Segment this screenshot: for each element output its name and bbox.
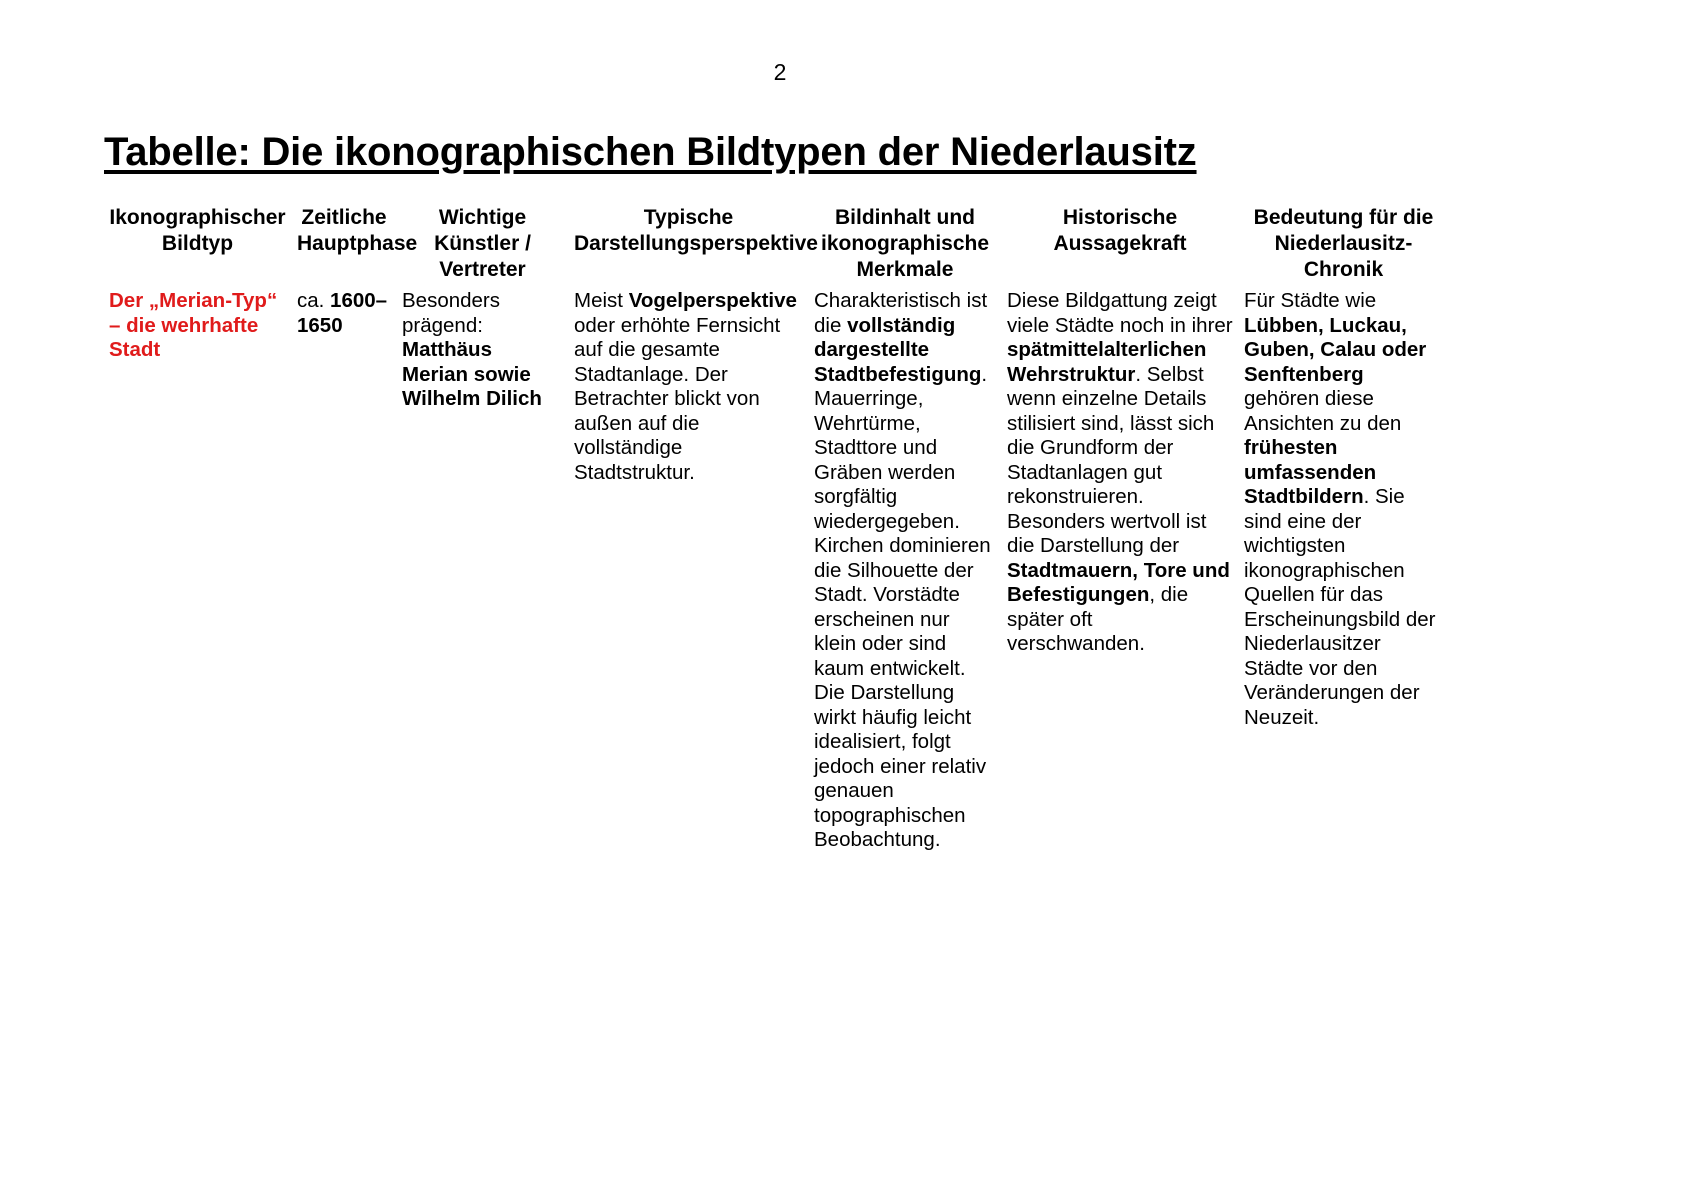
cell-darstellungsperspektive xyxy=(569,289,809,853)
cell-bildtyp: Der „Merian-Typ“ – die wehrhafte Stadt xyxy=(109,289,278,361)
perspective-text-part1: Meist xyxy=(574,289,629,312)
table-body xyxy=(104,289,1449,853)
column-header-bildinhalt: Bildinhalt und ikonographische Merkmale xyxy=(820,206,990,281)
artists-names: Matthäus Merian sowie Wilhelm Dilich xyxy=(402,338,542,410)
historic-text-part2: . Selbst wenn einzelne Details stilisiert sind, lässt sich die Grundform der Stadtanlagen gut rekonstruieren. Besonders wertvoll ist die Darstellung der xyxy=(1007,362,1215,557)
column-header-kuenstler: Wichtige Künstler / Vertreter xyxy=(434,206,531,281)
table-header xyxy=(104,205,1449,289)
historic-emphasis-wehrstruktur: spätmittelalterlichen Wehrstruktur xyxy=(1007,338,1207,386)
bildtypen-table xyxy=(104,205,1449,853)
content-text-part1: Charakteristisch ist die xyxy=(814,289,988,337)
column-header-zeitliche-hauptphase: Zeitliche Hauptphase xyxy=(297,206,418,255)
phase-prefix: ca. xyxy=(297,289,331,312)
meaning-emphasis-staedte: Lübben, Luckau, Guben, Calau oder Senftenberg xyxy=(1244,313,1427,386)
perspective-text-part2: oder erhöhte Fernsicht auf die gesamte Stadtanlage. Der Betrachter blickt von außen auf die vollständige Stadtstruktur. xyxy=(574,313,781,484)
cell-zeitliche-hauptphase xyxy=(292,289,397,853)
column-header-darstellungsperspektive: Typische Darstellungsperspektive xyxy=(574,206,818,255)
historic-text-part3: , die später oft verschwanden. xyxy=(1007,583,1189,655)
cell-aussagekraft xyxy=(1002,289,1239,853)
perspective-emphasis-vogelperspektive: Vogelperspektive xyxy=(628,289,797,312)
meaning-text-part2: gehören diese Ansichten zu den xyxy=(1244,387,1402,435)
historic-emphasis-befestigungen: Stadtmauern, Tore und Befestigungen xyxy=(1007,558,1230,606)
column-header-bildtyp: Ikonographischer Bildtyp xyxy=(109,206,286,255)
page-number: 2 xyxy=(773,59,787,85)
artists-lead-text: Besonders prägend: xyxy=(402,289,501,337)
meaning-text-part3: . Sie sind eine der wichtigsten ikonographischen Quellen für das Erscheinungsbild der Niederlausitzer Städte vor den Veränderungen der Neuzeit. xyxy=(1244,485,1436,729)
cell-bildinhalt xyxy=(809,289,1002,853)
column-header-bedeutung: Bedeutung für die Niederlausitz-Chronik xyxy=(1253,206,1434,281)
page-title: Tabelle: Die ikonographischen Bildtypen der Niederlausitz xyxy=(104,130,1197,174)
content-text-part2: . Mauerringe, Wehrtürme, Stadttore und Gräben werden sorgfältig wiedergegeben. Kirchen dominieren die Silhouette der Stadt. Vorstädte erscheinen nur klein oder sind kaum entwickelt. Die Darstellung wirkt häufig leicht idealisiert, folgt jedoch einer relativ genauen topographischen Beobachtung. xyxy=(814,362,991,851)
table-row xyxy=(104,289,1449,853)
historic-text-part1: Diese Bildgattung zeigt viele Städte noch in ihrer xyxy=(1007,289,1233,337)
cell-kuenstler xyxy=(397,289,569,853)
cell-bedeutung xyxy=(1239,289,1449,853)
meaning-text-part1: Für Städte wie xyxy=(1244,289,1377,312)
column-header-aussagekraft: Historische Aussagekraft xyxy=(1053,206,1187,255)
meaning-emphasis-stadtbilder: frühesten umfassenden Stadtbildern xyxy=(1244,436,1377,508)
content-emphasis-stadtbefestigung: vollständig dargestellte Stadtbefestigung xyxy=(814,313,982,386)
phase-value: 1600–1650 xyxy=(297,289,388,337)
table-header-row xyxy=(104,205,1449,289)
